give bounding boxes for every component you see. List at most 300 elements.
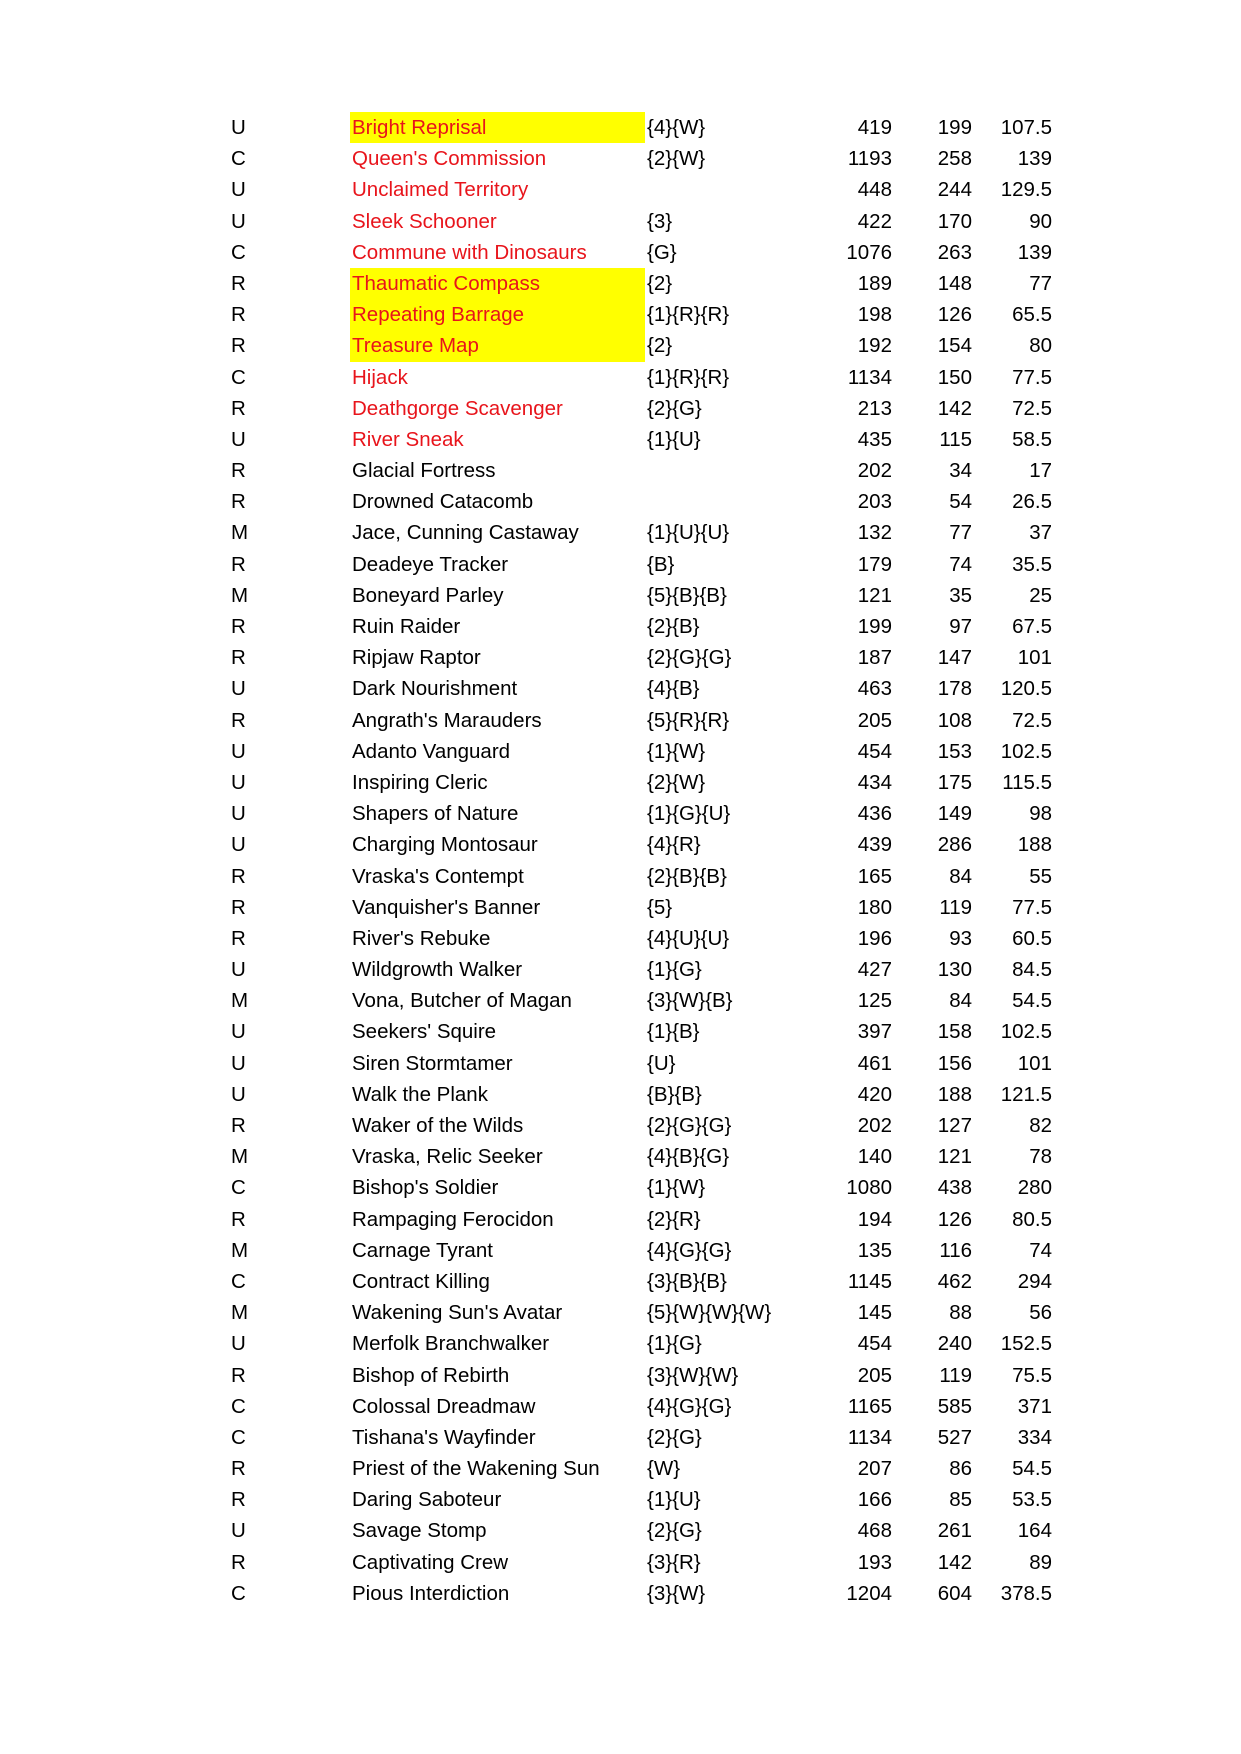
rarity-cell: U: [231, 677, 246, 701]
count-cell: 196: [857, 926, 892, 950]
mana-cost-cell: {2}: [647, 334, 673, 358]
card-name-cell: Treasure Map: [350, 330, 645, 361]
rarity-cell: R: [231, 396, 246, 420]
card-name-cell: Savage Stomp: [352, 1519, 487, 1543]
rarity-cell: U: [231, 833, 246, 857]
picks-cell: 438: [937, 1176, 972, 1200]
picks-cell: 142: [937, 396, 972, 420]
table-row: [0, 642, 1241, 673]
picks-cell: 85: [949, 1488, 972, 1512]
table-row: [0, 517, 1241, 548]
picks-cell: 178: [937, 677, 972, 701]
score-cell: 152.5: [1000, 1332, 1052, 1356]
count-cell: 121: [857, 583, 892, 607]
rarity-cell: U: [231, 178, 246, 202]
table-row: [0, 1578, 1241, 1609]
score-cell: 54.5: [1012, 1457, 1052, 1481]
table-row: [0, 985, 1241, 1016]
mana-cost-cell: {1}{R}{R}: [647, 365, 730, 389]
card-name-cell: Pious Interdiction: [352, 1581, 510, 1605]
table-row: [0, 580, 1241, 611]
mana-cost-cell: {5}{W}{W}{W}: [647, 1301, 772, 1325]
rarity-cell: U: [231, 802, 246, 826]
mana-cost-cell: [647, 174, 797, 205]
count-cell: 187: [857, 646, 892, 670]
mana-cost-cell: {2}{G}{G}: [647, 646, 732, 670]
rarity-cell: C: [231, 1269, 246, 1293]
count-cell: 189: [857, 271, 892, 295]
table-row: [0, 1297, 1241, 1328]
score-cell: 334: [1017, 1425, 1052, 1449]
count-cell: 1145: [847, 1269, 892, 1293]
rarity-cell: R: [231, 334, 246, 358]
score-cell: 139: [1017, 147, 1052, 171]
mana-cost-cell: {4}{G}{G}: [647, 1394, 732, 1418]
table-row: [0, 1547, 1241, 1578]
count-cell: 207: [857, 1457, 892, 1481]
picks-cell: 115: [939, 427, 972, 451]
card-name-cell: Deathgorge Scavenger: [352, 396, 563, 420]
score-cell: 101: [1017, 646, 1052, 670]
picks-cell: 130: [937, 958, 972, 982]
score-cell: 72.5: [1012, 708, 1052, 732]
rarity-cell: R: [231, 926, 246, 950]
table-row: [0, 455, 1241, 486]
score-cell: 101: [1017, 1051, 1052, 1075]
score-cell: 17: [1029, 459, 1052, 483]
score-cell: 74: [1029, 1238, 1052, 1262]
score-cell: 121.5: [1000, 1082, 1052, 1106]
score-cell: 129.5: [1000, 178, 1052, 202]
mana-cost-cell: {2}{G}{G}: [647, 1114, 732, 1137]
score-cell: 89: [1029, 1550, 1052, 1574]
mana-cost-cell: {5}{B}{B}: [647, 583, 727, 607]
count-cell: 135: [857, 1238, 892, 1262]
score-cell: 115.5: [1002, 770, 1052, 794]
table-row: [0, 393, 1241, 424]
rarity-cell: U: [231, 209, 246, 233]
score-cell: 139: [1017, 240, 1052, 264]
picks-cell: 84: [949, 864, 972, 888]
card-name-cell: Thaumatic Compass: [350, 268, 645, 299]
picks-cell: 93: [949, 926, 972, 950]
picks-cell: 604: [937, 1581, 972, 1605]
table-row: [0, 330, 1241, 361]
count-cell: 1165: [847, 1394, 892, 1418]
score-cell: 78: [1029, 1145, 1052, 1169]
rarity-cell: R: [231, 1114, 246, 1137]
rarity-cell: M: [231, 1145, 249, 1169]
card-name-cell: Charging Montosaur: [352, 833, 538, 857]
card-name-cell: Siren Stormtamer: [352, 1051, 513, 1075]
rarity-cell: R: [231, 552, 246, 576]
card-name-cell: Adanto Vanguard: [352, 739, 511, 763]
table-row: [0, 1391, 1241, 1422]
count-cell: 454: [857, 1332, 892, 1356]
count-cell: 180: [857, 895, 892, 919]
count-cell: 140: [857, 1145, 892, 1169]
picks-cell: 34: [949, 459, 972, 483]
rarity-cell: R: [231, 1550, 246, 1574]
picks-cell: 77: [949, 521, 972, 545]
table-row: [0, 206, 1241, 237]
score-cell: 188: [1017, 833, 1052, 857]
card-name-cell: Captivating Crew: [352, 1550, 509, 1574]
count-cell: 1134: [847, 1425, 892, 1449]
count-cell: 436: [857, 802, 892, 826]
picks-cell: 258: [937, 147, 972, 171]
picks-cell: 170: [937, 209, 972, 233]
card-name-cell: Wildgrowth Walker: [352, 958, 523, 982]
score-cell: 102.5: [1000, 739, 1052, 763]
count-cell: 419: [857, 116, 892, 139]
card-name-cell: Ripjaw Raptor: [352, 646, 481, 670]
picks-cell: 108: [937, 708, 972, 732]
count-cell: 427: [857, 958, 892, 982]
score-cell: 58.5: [1012, 427, 1052, 451]
score-cell: 371: [1017, 1394, 1052, 1418]
card-name-cell: Daring Saboteur: [352, 1488, 502, 1512]
table-row: [0, 174, 1241, 205]
mana-cost-cell: {2}{B}: [647, 615, 700, 638]
table-row: [0, 237, 1241, 268]
mana-cost-cell: [647, 486, 797, 517]
score-cell: 77.5: [1012, 895, 1052, 919]
card-name-cell: Sleek Schooner: [352, 209, 497, 233]
rarity-cell: M: [231, 1301, 249, 1325]
card-name-cell: Wakening Sun's Avatar: [352, 1301, 563, 1325]
mana-cost-cell: {2}: [647, 271, 673, 295]
mana-cost-cell: {1}{R}{R}: [647, 303, 730, 327]
rarity-cell: R: [231, 1488, 246, 1512]
mana-cost-cell: {B}: [647, 552, 675, 576]
card-name-cell: Boneyard Parley: [352, 583, 504, 607]
mana-cost-cell: {2}{G}: [647, 396, 702, 420]
mana-cost-cell: {G}: [647, 240, 677, 264]
picks-cell: 462: [937, 1269, 972, 1293]
count-cell: 213: [857, 396, 892, 420]
picks-cell: 126: [937, 303, 972, 327]
score-cell: 56: [1029, 1301, 1052, 1325]
spreadsheet-table: [0, 112, 1241, 1609]
card-name-cell: Drowned Catacomb: [352, 490, 534, 514]
mana-cost-cell: {4}{B}{G}: [647, 1145, 730, 1169]
picks-cell: 175: [937, 770, 972, 794]
score-cell: 60.5: [1012, 926, 1052, 950]
mana-cost-cell: {3}{R}: [647, 1550, 701, 1574]
score-cell: 98: [1029, 802, 1052, 826]
score-cell: 80.5: [1012, 1207, 1052, 1231]
count-cell: 461: [857, 1051, 892, 1075]
card-name-cell: Queen's Commission: [352, 147, 547, 171]
rarity-cell: R: [231, 646, 246, 670]
table-row: [0, 829, 1241, 860]
rarity-cell: U: [231, 739, 246, 763]
rarity-cell: R: [231, 615, 246, 638]
mana-cost-cell: {3}{W}: [647, 1581, 706, 1605]
score-cell: 75.5: [1012, 1363, 1052, 1387]
count-cell: 463: [857, 677, 892, 701]
rarity-cell: R: [231, 895, 246, 919]
rarity-cell: C: [231, 1581, 246, 1605]
rarity-cell: C: [231, 365, 246, 389]
count-cell: 132: [857, 521, 892, 545]
count-cell: 145: [857, 1301, 892, 1325]
mana-cost-cell: {3}{B}{B}: [647, 1269, 727, 1293]
mana-cost-cell: {5}: [647, 895, 673, 919]
count-cell: 166: [857, 1488, 892, 1512]
rarity-cell: U: [231, 427, 246, 451]
count-cell: 202: [857, 459, 892, 483]
picks-cell: 153: [937, 739, 972, 763]
count-cell: 202: [857, 1114, 892, 1137]
count-cell: 422: [857, 209, 892, 233]
card-name-cell: Walk the Plank: [352, 1082, 488, 1106]
picks-cell: 158: [937, 1020, 972, 1044]
picks-cell: 88: [949, 1301, 972, 1325]
card-name-cell: Deadeye Tracker: [352, 552, 509, 576]
score-cell: 80: [1029, 334, 1052, 358]
picks-cell: 154: [937, 334, 972, 358]
table-row: [0, 1079, 1241, 1110]
picks-cell: 74: [949, 552, 972, 576]
mana-cost-cell: {1}{W}: [647, 1176, 706, 1200]
rarity-cell: U: [231, 1519, 246, 1543]
picks-cell: 244: [937, 178, 972, 202]
mana-cost-cell: {2}{W}: [647, 147, 706, 171]
score-cell: 67.5: [1012, 615, 1052, 638]
score-cell: 35.5: [1012, 552, 1052, 576]
picks-cell: 121: [937, 1145, 972, 1169]
count-cell: 199: [857, 615, 892, 638]
rarity-cell: C: [231, 1176, 246, 1200]
rarity-cell: R: [231, 864, 246, 888]
rarity-cell: U: [231, 958, 246, 982]
rarity-cell: C: [231, 147, 246, 171]
rarity-cell: M: [231, 1238, 249, 1262]
score-cell: 280: [1017, 1176, 1052, 1200]
table-row: [0, 1204, 1241, 1235]
picks-cell: 585: [937, 1394, 972, 1418]
rarity-cell: C: [231, 240, 246, 264]
mana-cost-cell: {1}{U}: [647, 427, 701, 451]
rarity-cell: M: [231, 583, 249, 607]
mana-cost-cell: {1}{B}: [647, 1020, 700, 1044]
count-cell: 454: [857, 739, 892, 763]
picks-cell: 263: [937, 240, 972, 264]
score-cell: 82: [1029, 1114, 1052, 1137]
count-cell: 448: [857, 178, 892, 202]
score-cell: 65.5: [1012, 303, 1052, 327]
rarity-cell: U: [231, 1332, 246, 1356]
card-name-cell: Glacial Fortress: [352, 459, 496, 483]
picks-cell: 527: [937, 1425, 972, 1449]
score-cell: 102.5: [1000, 1020, 1052, 1044]
picks-cell: 240: [937, 1332, 972, 1356]
count-cell: 1076: [846, 240, 892, 264]
count-cell: 179: [857, 552, 892, 576]
card-name-cell: River Sneak: [352, 427, 464, 451]
rarity-cell: R: [231, 708, 246, 732]
picks-cell: 116: [939, 1238, 972, 1262]
table-row: [0, 1266, 1241, 1297]
card-name-cell: Vona, Butcher of Magan: [352, 989, 572, 1013]
rarity-cell: R: [231, 1457, 246, 1481]
table-row: [0, 112, 1241, 143]
table-row: [0, 1422, 1241, 1453]
mana-cost-cell: {W}: [647, 1457, 681, 1481]
count-cell: 205: [857, 708, 892, 732]
count-cell: 439: [857, 833, 892, 857]
score-cell: 72.5: [1012, 396, 1052, 420]
mana-cost-cell: {3}{W}{B}: [647, 989, 733, 1013]
rarity-cell: R: [231, 1363, 246, 1387]
count-cell: 205: [857, 1363, 892, 1387]
table-row: [0, 424, 1241, 455]
mana-cost-cell: {4}{R}: [647, 833, 701, 857]
picks-cell: 127: [937, 1114, 972, 1137]
rarity-cell: U: [231, 1082, 246, 1106]
mana-cost-cell: {4}{G}{G}: [647, 1238, 732, 1262]
card-name-cell: Bright Reprisal: [350, 112, 645, 143]
score-cell: 294: [1017, 1269, 1052, 1293]
score-cell: 77: [1029, 271, 1052, 295]
table-row: [0, 1484, 1241, 1515]
mana-cost-cell: {U}: [647, 1051, 676, 1075]
mana-cost-cell: {3}{W}{W}: [647, 1363, 739, 1387]
picks-cell: 142: [937, 1550, 972, 1574]
score-cell: 84.5: [1012, 958, 1052, 982]
picks-cell: 119: [939, 895, 972, 919]
table-row: [0, 1048, 1241, 1079]
rarity-cell: C: [231, 1425, 246, 1449]
mana-cost-cell: {1}{U}: [647, 1488, 701, 1512]
mana-cost-cell: {B}{B}: [647, 1082, 702, 1106]
mana-cost-cell: {4}{W}: [647, 116, 706, 139]
picks-cell: 188: [937, 1082, 972, 1106]
picks-cell: 84: [949, 989, 972, 1013]
count-cell: 468: [857, 1519, 892, 1543]
rarity-cell: C: [231, 1394, 246, 1418]
card-name-cell: River's Rebuke: [352, 926, 491, 950]
count-cell: 192: [857, 334, 892, 358]
count-cell: 1134: [847, 365, 892, 389]
picks-cell: 147: [937, 646, 972, 670]
count-cell: 198: [857, 303, 892, 327]
score-cell: 25: [1029, 583, 1052, 607]
card-name-cell: Angrath's Marauders: [352, 708, 542, 732]
card-name-cell: Commune with Dinosaurs: [352, 240, 587, 264]
rarity-cell: M: [231, 989, 249, 1013]
card-name-cell: Bishop's Soldier: [352, 1176, 499, 1200]
table-row: [0, 486, 1241, 517]
table-row: [0, 861, 1241, 892]
count-cell: 1080: [846, 1176, 892, 1200]
count-cell: 435: [857, 427, 892, 451]
table-row: [0, 362, 1241, 393]
picks-cell: 199: [937, 116, 972, 139]
picks-cell: 261: [937, 1519, 972, 1543]
table-row: [0, 1141, 1241, 1172]
rarity-cell: R: [231, 490, 246, 514]
score-cell: 55: [1029, 864, 1052, 888]
rarity-cell: R: [231, 1207, 246, 1231]
picks-cell: 286: [937, 833, 972, 857]
picks-cell: 149: [937, 802, 972, 826]
mana-cost-cell: {3}: [647, 209, 673, 233]
table-row: [0, 798, 1241, 829]
mana-cost-cell: [647, 455, 797, 486]
table-row: [0, 892, 1241, 923]
card-name-cell: Unclaimed Territory: [352, 178, 529, 202]
rarity-cell: R: [231, 303, 246, 327]
table-row: [0, 549, 1241, 580]
count-cell: 194: [857, 1207, 892, 1231]
card-name-cell: Rampaging Ferocidon: [352, 1207, 554, 1231]
table-row: [0, 736, 1241, 767]
card-name-cell: Repeating Barrage: [350, 299, 645, 330]
card-name-cell: Carnage Tyrant: [352, 1238, 493, 1262]
rarity-cell: R: [231, 271, 246, 295]
score-cell: 37: [1029, 521, 1052, 545]
count-cell: 434: [857, 770, 892, 794]
mana-cost-cell: {1}{U}{U}: [647, 521, 730, 545]
picks-cell: 126: [937, 1207, 972, 1231]
score-cell: 90: [1029, 209, 1052, 233]
mana-cost-cell: {1}{G}{U}: [647, 802, 731, 826]
count-cell: 1193: [847, 147, 892, 171]
count-cell: 420: [857, 1082, 892, 1106]
mana-cost-cell: {2}{R}: [647, 1207, 701, 1231]
score-cell: 164: [1017, 1519, 1052, 1543]
table-row: [0, 705, 1241, 736]
count-cell: 165: [857, 864, 892, 888]
table-row: [0, 611, 1241, 642]
card-name-cell: Vraska's Contempt: [352, 864, 524, 888]
score-cell: 54.5: [1012, 989, 1052, 1013]
count-cell: 203: [857, 490, 892, 514]
table-row: [0, 1360, 1241, 1391]
mana-cost-cell: {2}{W}: [647, 770, 706, 794]
rarity-cell: U: [231, 116, 246, 139]
rarity-cell: M: [231, 521, 249, 545]
table-row: [0, 1328, 1241, 1359]
score-cell: 107.5: [1000, 116, 1052, 139]
card-name-cell: Tishana's Wayfinder: [352, 1425, 536, 1449]
rarity-cell: U: [231, 1051, 246, 1075]
mana-cost-cell: {1}{G}: [647, 958, 702, 982]
table-row: [0, 673, 1241, 704]
score-cell: 53.5: [1012, 1488, 1052, 1512]
card-name-cell: Merfolk Branchwalker: [352, 1332, 550, 1356]
card-name-cell: Bishop of Rebirth: [352, 1363, 510, 1387]
count-cell: 397: [857, 1020, 892, 1044]
table-row: [0, 299, 1241, 330]
table-row: [0, 1016, 1241, 1047]
card-name-cell: Shapers of Nature: [352, 802, 519, 826]
score-cell: 378.5: [1000, 1581, 1052, 1605]
mana-cost-cell: {2}{B}{B}: [647, 864, 727, 888]
picks-cell: 54: [949, 490, 972, 514]
mana-cost-cell: {1}{W}: [647, 739, 706, 763]
rarity-cell: U: [231, 1020, 246, 1044]
card-name-cell: Vanquisher's Banner: [352, 895, 541, 919]
table-row: [0, 923, 1241, 954]
card-name-cell: Priest of the Wakening Sun: [352, 1457, 600, 1481]
mana-cost-cell: {2}{G}: [647, 1425, 702, 1449]
count-cell: 193: [857, 1550, 892, 1574]
score-cell: 26.5: [1012, 490, 1052, 514]
